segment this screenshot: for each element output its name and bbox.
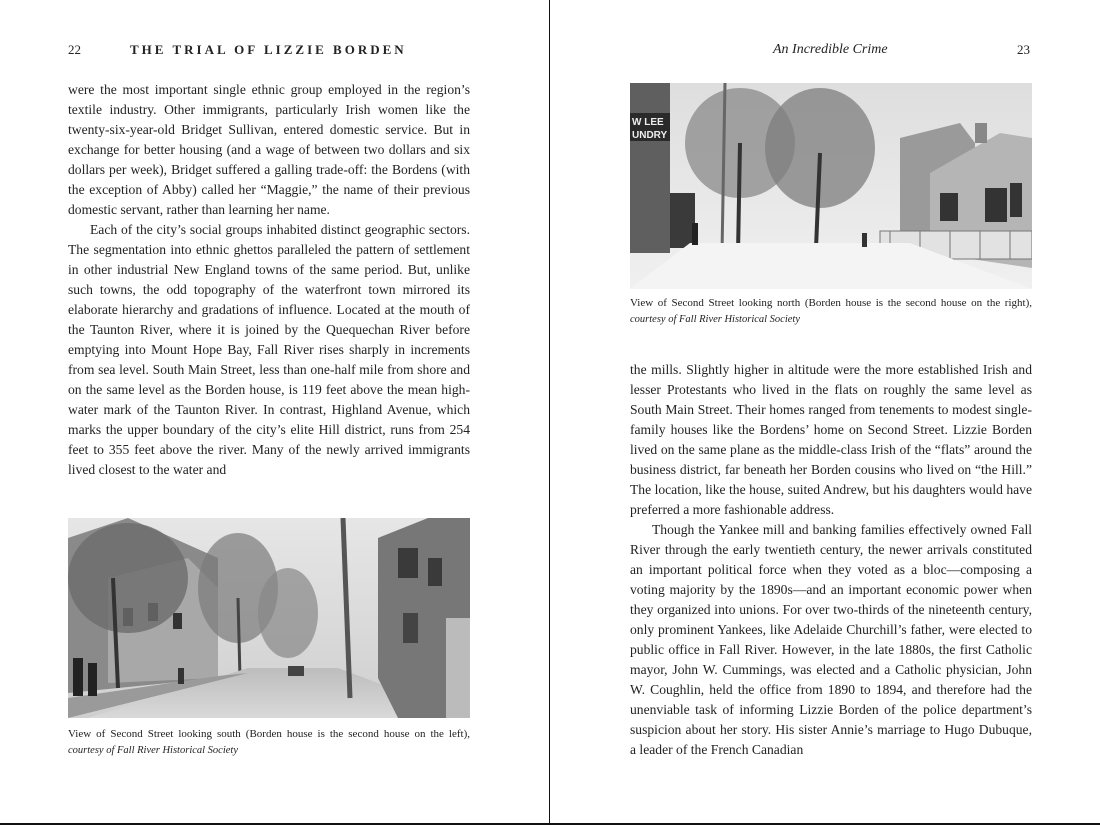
caption-credit: courtesy of Fall River Historical Society bbox=[630, 314, 800, 325]
caption-text: View of Second Street looking south (Borden house is the second house on the left), bbox=[68, 728, 470, 740]
paragraph: Though the Yankee mill and banking families effectively owned Fall River through the early twentieth century, the newer arrivals constituted an important political force when they voted as a bloc—composing a voting majority by the 1890s—and an important economic power when they organized into unions. For over two-thirds of the nineteenth century, only prominent Yankees, like Adelaide Churchill’s father, were elected to public office in Fall River. However, in the late 1880s, the first Catholic mayor, John W. Cummings, was elected and a Catholic physician, John W. Coughlin, held the office from 1890 to 1894, and therefore had the unenviable task of informing Lizzie Borden of the police department’s suspicion about her story. His sister Annie’s marriage to Hugo Dubuque, a leader of the French Canadian bbox=[630, 522, 1032, 757]
sign-text: W LEE bbox=[632, 117, 664, 128]
paragraph: the mills. Slightly higher in altitude were the more established Irish and lesser Protestants who lived in the flats on roughly the same level as South Main Street. Their homes ranged from tenements to modest single-family houses like the Bordens’ home on Second Street. Lizzie Borden lived on the same plane as the middle-class Irish of the “flats” around the business district, far beneath her Borden cousins who lived on “the Hill.” The location, like the house, suited Andrew, but his daughters would have preferred a more fashionable address. bbox=[630, 362, 1032, 517]
street-photo-north bbox=[630, 83, 1032, 289]
body-text bbox=[630, 360, 1032, 760]
body-text bbox=[68, 80, 470, 480]
paragraph: Each of the city’s social groups inhabited distinct geographic sectors. The segmentation into ethnic ghettos paralleled the pattern of settlement in other industrial New England towns of the same period. But, unlike such towns, the odd topography of the waterfront town mirrored its elaborate hierarchy and gradations of influence. Located at the mouth of the Taunton River, where it is joined by the Quequechan River before emptying into Mount Hope Bay, Fall River rises sharply in increments from sea level. South Main Street, less than one-half mile from shore and on the same level as the Borden house, is 119 feet above the mean high-water mark of the Taunton River. In contrast, Highland Avenue, which marks the upper boundary of the city’s elite Hill district, runs from 254 feet to 355 feet above the river. Many of the newly arrived immigrants lived closest to the water and bbox=[68, 222, 470, 477]
caption-text: View of Second Street looking north (Borden house is the second house on the right), bbox=[630, 297, 1032, 309]
page-number: 23 bbox=[1017, 42, 1030, 57]
page-number: 22 bbox=[68, 42, 81, 57]
photo-caption bbox=[68, 726, 470, 759]
paragraph: were the most important single ethnic group employed in the region’s textile industry. Other immigrants, particularly Irish women like the twenty-six-year-old Bridget Sullivan, entered domestic service. But in exchange for better housing (and a wage of between two dollars and six dollars per week), Bridget suffered a galling trade-off: the Bordens (with the exception of Abby) called her “Maggie,” the name of their previous domestic servant, rather than learning her name. bbox=[68, 82, 470, 217]
running-head: An Incredible Crime bbox=[773, 42, 888, 57]
photo-caption bbox=[630, 295, 1032, 328]
caption-credit: courtesy of Fall River Historical Society bbox=[68, 745, 238, 756]
right-page bbox=[551, 0, 1100, 825]
sign-text: UNDRY bbox=[632, 130, 668, 141]
running-head: THE TRIAL OF LIZZIE BORDEN bbox=[130, 42, 407, 57]
street-photo-south bbox=[68, 518, 470, 718]
